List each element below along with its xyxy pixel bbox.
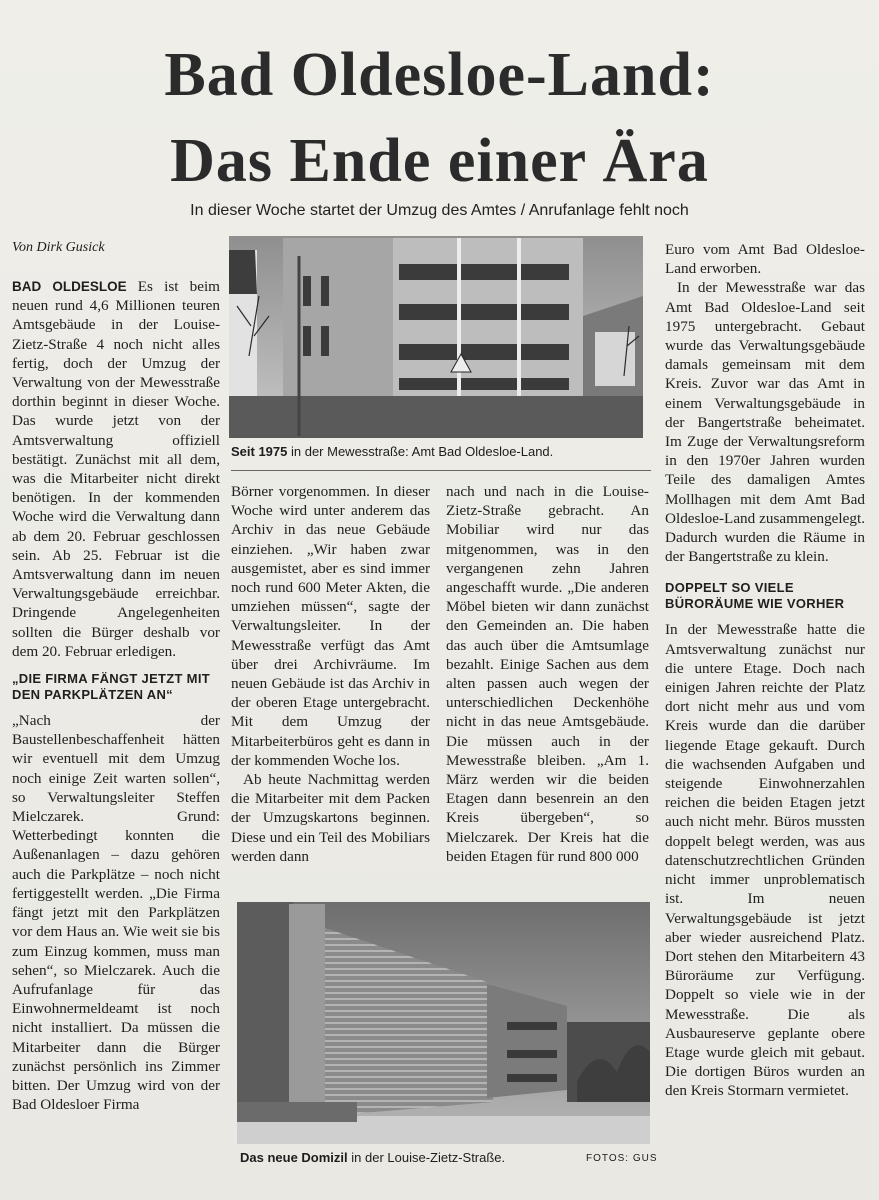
subheading-firma: „DIE FIRMA FÄNGT JETZT MIT DEN PARKPLÄTZEN AN“ [12, 671, 210, 703]
column-1 [12, 277, 220, 1114]
column-3 [446, 482, 649, 866]
paragraph: Es ist beim neuen rund 4,6 Millionen teuren Amtsgebäude in der Louise-Zietz-Straße 4 noch nicht alles fertig, doch der Umzug der Verwaltung von der Mewesstraße dorthin beginnt in dieser Woche. Das wurde jetzt von der Amtsverwaltung offiziell bestätigt. Zunächst mit all dem, was die Mitarbeiter nicht direkt benötigen. In der kommenden Woche wird die Verwaltung dann ab dem 20. Februar geschlossen sein. Ab 25. Februar ist die Amtsverwaltung dann im neuen Verwaltungsgebäude erreichbar. Dringende Angelegenheiten sollten die Bürger deshalb vor dem 20. Februar erledigen. [12, 278, 220, 660]
paragraph: „Nach der Baustellenbeschaffenheit hätten wir eventuell mit dem Umzug noch einige Zeit warten sollen“, so Verwaltungsleiter Steffen Mielczarek. Grund: Wetterbedingt konnten die Außenanlagen – dazu gehören auch die Parkplätze – noch nicht fertiggestellt werden. „Die Firma fängt jetzt mit den Parkplätzen vor dem Haus an. Wie weit sie bis zum Einzug kommen, muss man sehen“, so Mielczarek. Auch die Aufrufanlage für das Einwohnermeldeamt ist noch nicht installiert. Da müssen die Mitarbeiter dann die Bürger zunächst persönlich ins Zimmer bitten. Der Umzug wird von der Bad Oldesloer Firma [12, 712, 220, 1114]
bottom-photo-caption [240, 1150, 570, 1165]
top-caption-text: in der Mewesstraße: Amt Bad Oldesloe-Land. [287, 444, 554, 459]
old-building-image [229, 236, 643, 438]
photo-credit: FOTOS: GUS [586, 1153, 658, 1164]
headline-line-1: Bad Oldesloe-Land: [164, 41, 715, 109]
subheading-doppelt: DOPPELT SO VIELE BÜRORÄUME WIE VORHER [665, 580, 845, 612]
dateline: BAD OLDESLOE [12, 279, 127, 294]
bottom-caption-text: in der Louise-Zietz-Straße. [347, 1150, 506, 1165]
bottom-caption-bold: Das neue Domizil [240, 1150, 348, 1165]
caption-rule [231, 470, 651, 471]
top-caption-bold: Seit 1975 [231, 444, 288, 459]
bleed-through-text [240, 0, 640, 30]
paragraph: In der Mewesstraße hatte die Amtsverwaltung zunächst nur die untere Etage. Doch nach einigen Jahren reichte der Platz dort nicht mehr aus und vom Kreis wurde dan die darüber liegende Etage gekauft. Durch die wachsenden Aufgaben und steigende Einwohnerzahlen reichen die beiden Etagen jetzt auch nicht mehr. Büros mussten doppelt belegt werden, was aus datenschutzrechtlichen Gründen nicht immer unproblematisch ist. Im neuen Verwaltungsgebäude ist jetzt aber wieder ausreichend Platz. Dort stehen den Mitarbeitern 43 Büroräume zur Verfügung. Doppelt so viele wie in der Mewesstraße. Die als Ausbaureserve geplante obere Etage wurde gleich mit gebaut. Die dortigen Büros wurden an den Kreis Stormarn vermietet. [665, 621, 865, 1100]
column-2 [231, 482, 430, 866]
byline: Von Dirk Gusick [12, 240, 105, 255]
paragraph: Börner vorgenommen. In dieser Woche wird unter anderem das Archiv in das neue Gebäude einziehen. „Wir haben zwar ausgemistet, aber es sind immer noch rund 600 Meter Akten, die umziehen müssen“, sagte der Verwaltungsleiter. In der Mewesstraße verfügt das Amt über drei Archivräume. Im neuen Gebäude ist das Archiv in der oberen Etage untergebracht. Mit dem Umzug der Mitarbeiterbüros geht es dann in der kommenden Woche los. [231, 483, 430, 769]
photo-old-building [229, 236, 643, 438]
photo-new-building [237, 902, 650, 1144]
new-building-image [237, 902, 650, 1144]
paragraph: Ab heute Nachmittag werden die Mitarbeiter mit dem Packen der Umzugskartons beginnen. Diese und ein Teil des Mobiliars werden dann [231, 771, 430, 865]
column-4 [665, 240, 865, 1101]
paragraph: nach und nach in die Louise-Zietz-Straße gebracht. An Mobiliar wird nur das mitgenommen, was in den vergangenen zehn Jahren angeschafft wurde. „Die anderen Möbel bieten wir dann zunächst den Gemeinden an. Die haben das auch über die Amtsumlage bezahlt. Einige Sachen aus dem alten passen auch wegen der unterschiedlichen Deckenhöhe nicht in das neue Amtsgebäude. Die müssen auch in der Mewesstraße bleiben. „Am 1. März werden wir die beiden Etagen dann besenrein an den Kreis übergeben“, so Mielczarek. Der Kreis hat die beiden Etagen für rund 800 000 [446, 483, 649, 865]
top-photo-caption [231, 444, 651, 459]
column-1-lead [12, 277, 220, 661]
subtitle: In dieser Woche startet der Umzug des Amtes / Anrufanlage fehlt noch [190, 202, 689, 219]
paragraph: In der Mewesstraße war das Amt Bad Oldesloe-Land seit 1975 untergebracht. Gebaut wurde das Verwaltungsgebäude damals gemeinsam mit dem Kreis. Zuvor war das Amt in einem Verwaltungsgebäude in der Bangertstraße beheimatet. Im Zuge der Verwaltungsreform in den 1970er Jahren wurden Teile des damaligen Amtes Mollhagen mit dem Amt Bad Oldesloe-Land zusammengelegt. Dadurch wurden die Räume in der Bangertstraße zu klein. [665, 279, 865, 566]
headline-line-2: Das Ende einer Ära [170, 127, 709, 195]
paragraph: Euro vom Amt Bad Oldesloe-Land erworben. [665, 241, 865, 278]
